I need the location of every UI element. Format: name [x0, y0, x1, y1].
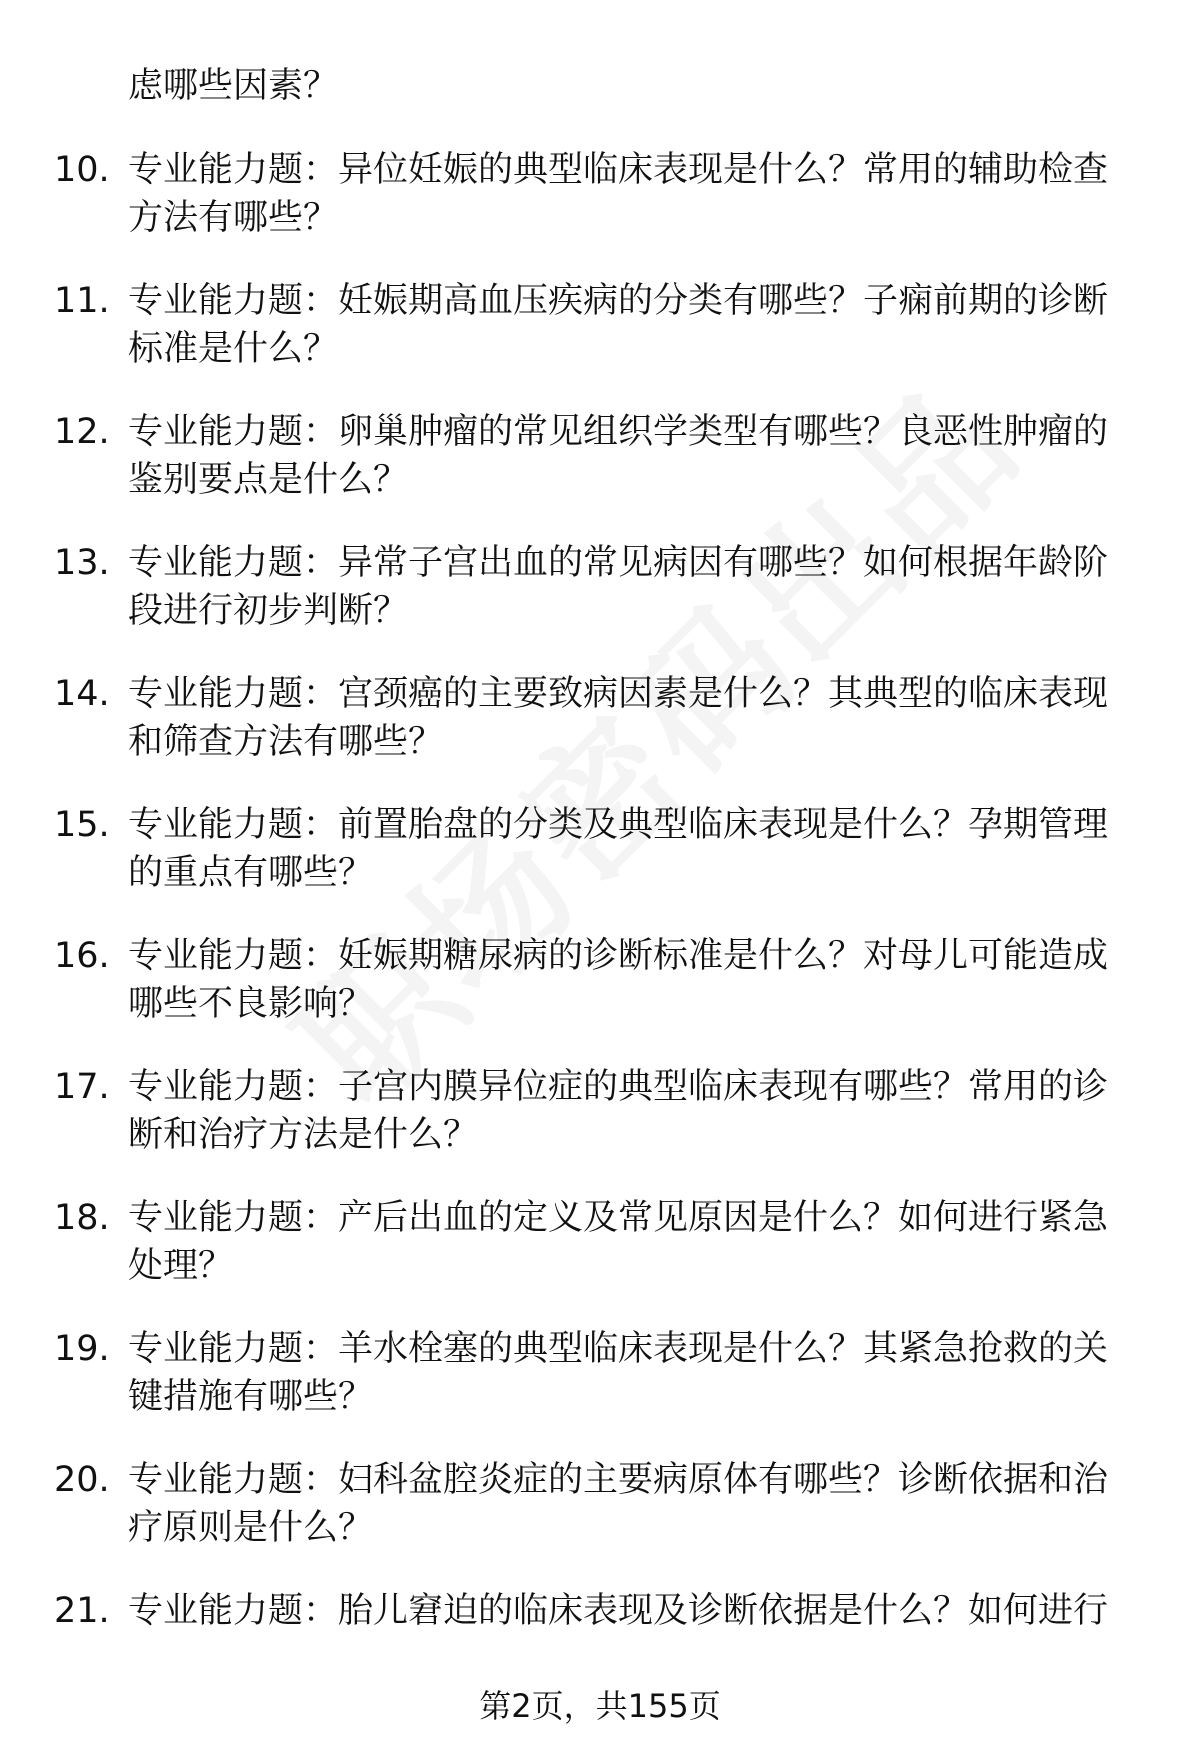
question-number: 11.	[54, 281, 110, 321]
question-line: 段进行初步判断？	[128, 591, 409, 631]
question-line: 哪些不良影响？	[128, 984, 374, 1024]
question-number: 13.	[54, 543, 110, 583]
question-line: 标准是什么？	[128, 329, 339, 369]
question-item	[0, 1194, 1200, 1325]
question-number: 17.	[54, 1067, 110, 1107]
question-text	[128, 539, 1148, 635]
question-line: 处理？	[128, 1246, 234, 1286]
question-line: 键措施有哪些？	[128, 1377, 374, 1417]
question-number: 18.	[54, 1198, 110, 1238]
question-text	[128, 146, 1148, 242]
question-number: 10.	[54, 150, 110, 190]
question-line: 专业能力题：妊娠期高血压疾病的分类有哪些？子痫前期的诊断	[128, 281, 1109, 321]
question-line: 专业能力题：异常子宫出血的常见病因有哪些？如何根据年龄阶	[128, 543, 1109, 583]
question-text	[128, 1587, 1148, 1635]
question-number: 20.	[54, 1460, 110, 1500]
question-line: 专业能力题：羊水栓塞的典型临床表现是什么？其紧急抢救的关	[128, 1329, 1109, 1369]
question-list	[0, 146, 1200, 1718]
question-item	[0, 408, 1200, 539]
carry-over-text: 虑哪些因素？	[128, 66, 339, 106]
question-item	[0, 1456, 1200, 1587]
question-item	[0, 1063, 1200, 1194]
question-number: 21.	[54, 1591, 110, 1631]
question-item	[0, 1325, 1200, 1456]
question-line: 专业能力题：异位妊娠的典型临床表现是什么？常用的辅助检查	[128, 150, 1109, 190]
question-item	[0, 146, 1200, 277]
question-item	[0, 277, 1200, 408]
question-text	[128, 1194, 1148, 1290]
question-line: 专业能力题：宫颈癌的主要致病因素是什么？其典型的临床表现	[128, 674, 1109, 714]
question-line: 专业能力题：妇科盆腔炎症的主要病原体有哪些？诊断依据和治	[128, 1460, 1109, 1500]
question-line: 方法有哪些？	[128, 198, 339, 238]
question-item	[0, 801, 1200, 932]
question-text	[128, 1325, 1148, 1421]
question-item	[0, 670, 1200, 801]
question-text	[128, 277, 1148, 373]
question-line: 专业能力题：子宫内膜异位症的典型临床表现有哪些？常用的诊	[128, 1067, 1109, 1107]
question-text	[128, 670, 1148, 766]
question-text	[128, 932, 1148, 1028]
question-number: 16.	[54, 936, 110, 976]
question-number: 12.	[54, 412, 110, 452]
question-number: 14.	[54, 674, 110, 714]
question-line: 专业能力题：产后出血的定义及常见原因是什么？如何进行紧急	[128, 1198, 1109, 1238]
question-text	[128, 1063, 1148, 1159]
question-line: 专业能力题：胎儿窘迫的临床表现及诊断依据是什么？如何进行	[128, 1591, 1109, 1631]
question-number: 15.	[54, 805, 110, 845]
question-line: 鉴别要点是什么？	[128, 460, 409, 500]
question-number: 19.	[54, 1329, 110, 1369]
question-line: 的重点有哪些？	[128, 853, 374, 893]
question-line: 和筛查方法有哪些？	[128, 722, 444, 762]
question-line: 断和治疗方法是什么？	[128, 1115, 479, 1155]
page-footer: 第2页，共155页	[479, 1687, 721, 1725]
question-text	[128, 1456, 1148, 1552]
question-item	[0, 932, 1200, 1063]
question-item	[0, 539, 1200, 670]
question-text	[128, 801, 1148, 897]
question-line: 专业能力题：妊娠期糖尿病的诊断标准是什么？对母儿可能造成	[128, 936, 1109, 976]
question-line: 专业能力题：卵巢肿瘤的常见组织学类型有哪些？良恶性肿瘤的	[128, 412, 1109, 452]
question-text	[128, 408, 1148, 504]
question-line: 疗原则是什么？	[128, 1508, 374, 1548]
question-line: 专业能力题：前置胎盘的分类及典型临床表现是什么？孕期管理	[128, 805, 1109, 845]
